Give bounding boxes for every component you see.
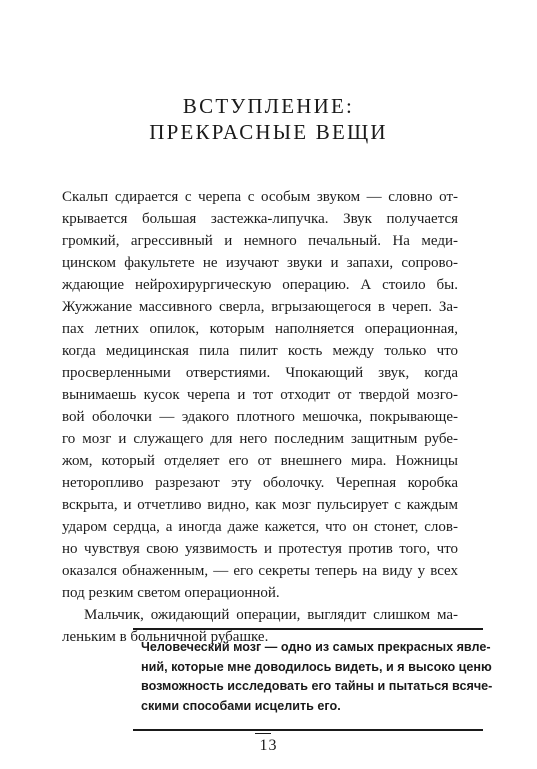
paragraph-1-line: цинском факультете не изучают звуки и запахи, сопрово-	[62, 255, 458, 271]
paragraph-1-line: неторопливо разрезают эту оболочку. Черепная коробка	[62, 475, 458, 491]
paragraph-1-line: крывается большая застежка-липучка. Звук получается	[62, 211, 458, 227]
paragraph-1-line: когда медицинская пила пилит кость между только что	[62, 343, 458, 359]
paragraph-1-line: го мозг и служащего для него последним защитным рубе-	[62, 431, 458, 447]
page-number-rule	[255, 733, 271, 734]
chapter-title	[0, 93, 537, 145]
paragraph-1-line: вскрыта, и отчетливо видно, как мозг пульсирует с каждым	[62, 497, 458, 513]
paragraph-1-line: вынимаешь кусок черепа и тот отходит от твердой мозго-	[62, 387, 458, 403]
paragraph-2-line: леньким в больничной рубашке.	[62, 629, 269, 645]
paragraph-1-line: оказался обнаженным, — его секреты теперь на виду у всех	[62, 563, 458, 579]
pull-quote-line: скими способами исцелить его.	[141, 698, 341, 713]
pull-quote-line: ний, которые мне доводилось видеть, и я высоко ценю	[141, 659, 492, 674]
pull-quote-line: возможность исследовать его тайны и пытаться всяче-	[141, 679, 493, 693]
body-text	[62, 186, 458, 648]
paragraph-1-line: ударом сердца, а иногда даже кажется, что он стонет, слов-	[62, 519, 458, 535]
pull-quote-text	[133, 638, 493, 716]
paragraph-1-line: Скальп сдирается с черепа с особым звуком — словно от-	[62, 189, 458, 205]
paragraph-1-line: ждающие нейрохирургическую операцию. А стоило бы.	[62, 277, 458, 293]
paragraph-1-line: под резким светом операционной.	[62, 585, 280, 601]
page-number-footer	[0, 737, 537, 755]
paragraph-2-line: Мальчик, ожидающий операции, выглядит слишком ма-	[84, 607, 458, 623]
paragraph-1-line: но чувствуя свою уязвимость и протестуя против того, что	[62, 541, 458, 557]
paragraph-1-line: жом, который отделяет его от внешнего мира. Ножницы	[62, 453, 458, 469]
page-number: 13	[259, 737, 278, 754]
chapter-title-line-1: ВСТУПЛЕНИЕ:	[182, 94, 355, 118]
paragraph-1-line: просверленными отверстиями. Чпокающий звук, когда	[62, 365, 458, 381]
pull-quote-line: Человеческий мозг — одно из самых прекрасных явле-	[141, 640, 491, 654]
paragraph-1-line: громкий, агрессивный и немного печальный. На меди-	[62, 233, 458, 249]
pull-quote	[133, 628, 493, 731]
paragraph-1-line: пах летних опилок, которым наполняется операционная,	[62, 321, 458, 337]
paragraph-1-line: вой оболочки — эдакого плотного мешочка, покрывающе-	[62, 409, 458, 425]
paragraph-1-line: Жужжание массивного сверла, вгрызающегося в череп. За-	[62, 299, 458, 315]
chapter-title-line-2: ПРЕКРАСНЫЕ ВЕЩИ	[149, 120, 388, 144]
